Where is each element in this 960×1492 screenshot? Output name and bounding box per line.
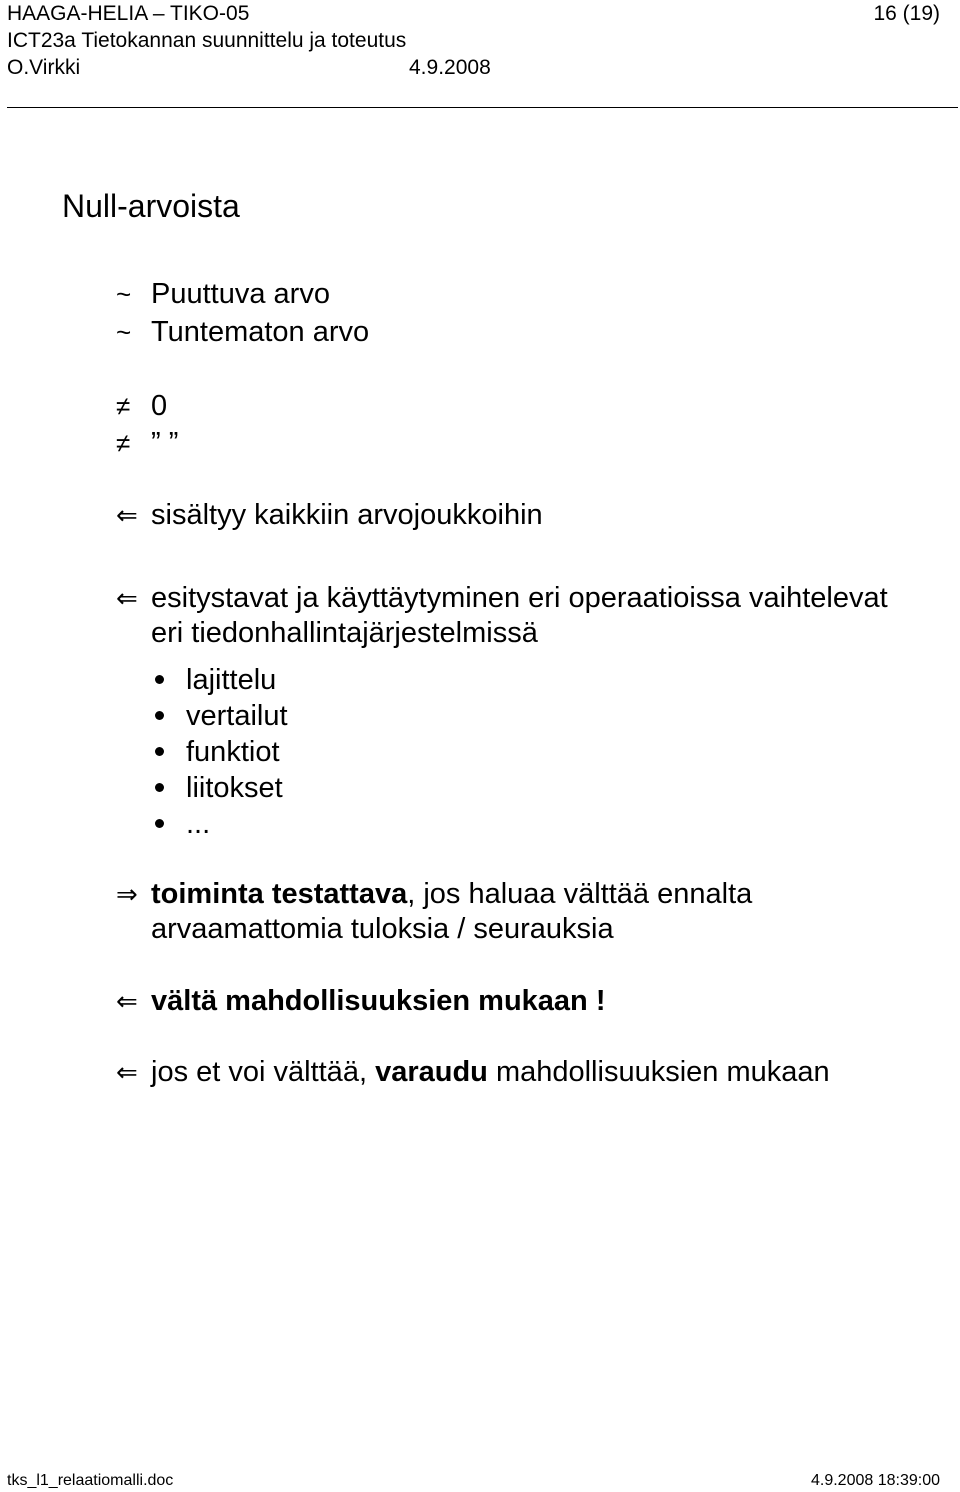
bullet-icon xyxy=(155,819,164,828)
point-testing-line2: arvaamattomia tuloksia / seurauksia xyxy=(151,913,614,945)
testing-emphasis: toiminta testattava xyxy=(151,878,408,910)
point-variation-line1: esitystavat ja käyttäytyminen eri operaatioissa vaihtelevat xyxy=(151,582,888,614)
header-course: HAAGA-HELIA – TIKO-05 xyxy=(7,2,250,25)
point-variation-line2: eri tiedonhallintajärjestelmissä xyxy=(151,617,538,649)
prepare-emphasis: varaudu xyxy=(375,1056,488,1088)
bullet-icon xyxy=(155,711,164,720)
prepare-text-pre: jos et voi välttää, xyxy=(151,1056,376,1088)
point-prepare xyxy=(151,1055,830,1089)
page-number: 16 (19) xyxy=(873,2,940,25)
testing-text: , jos haluaa välttää ennalta xyxy=(407,878,753,910)
bullet-item: liitokset xyxy=(186,772,283,804)
arrow-left-icon: ⇐ xyxy=(116,583,138,613)
bullet-item: lajittelu xyxy=(186,664,277,696)
point-included: sisältyy kaikkiin arvojoukkoihin xyxy=(151,499,543,531)
bullet-icon xyxy=(155,747,164,756)
bullet-item: funktiot xyxy=(186,736,280,768)
arrow-left-icon: ⇐ xyxy=(116,1057,138,1087)
not-equal-icon: ≠ xyxy=(116,428,131,458)
prepare-text-post: mahdollisuuksien mukaan xyxy=(487,1056,830,1088)
not-equal-icon: ≠ xyxy=(116,391,131,421)
bullet-icon xyxy=(155,675,164,684)
bullet-item: ... xyxy=(186,808,211,840)
tilde-icon: ~ xyxy=(116,317,132,347)
point-testing-line1 xyxy=(151,877,752,911)
arrow-left-icon: ⇐ xyxy=(116,500,138,530)
arrow-right-icon: ⇒ xyxy=(116,879,138,909)
not-value-empty-string: ” ” xyxy=(151,427,179,459)
header-author: O.Virkki xyxy=(7,56,81,79)
bullet-icon xyxy=(155,783,164,792)
header-subject: ICT23a Tietokannan suunnittelu ja toteutus xyxy=(7,29,407,52)
bullet-item: vertailut xyxy=(186,700,288,732)
footer-filename: tks_l1_relaatiomalli.doc xyxy=(7,1472,174,1489)
not-value-zero: 0 xyxy=(151,390,168,422)
meaning-item: Tuntematon arvo xyxy=(151,316,370,348)
meaning-item: Puuttuva arvo xyxy=(151,278,330,310)
tilde-icon: ~ xyxy=(116,279,132,309)
header-divider xyxy=(7,107,958,108)
header-date: 4.9.2008 xyxy=(409,56,491,79)
footer-timestamp: 4.9.2008 18:39:00 xyxy=(810,1472,940,1489)
page-title: Null-arvoista xyxy=(62,188,240,224)
point-avoid: vältä mahdollisuuksien mukaan ! xyxy=(151,985,606,1017)
arrow-left-icon: ⇐ xyxy=(116,986,138,1016)
